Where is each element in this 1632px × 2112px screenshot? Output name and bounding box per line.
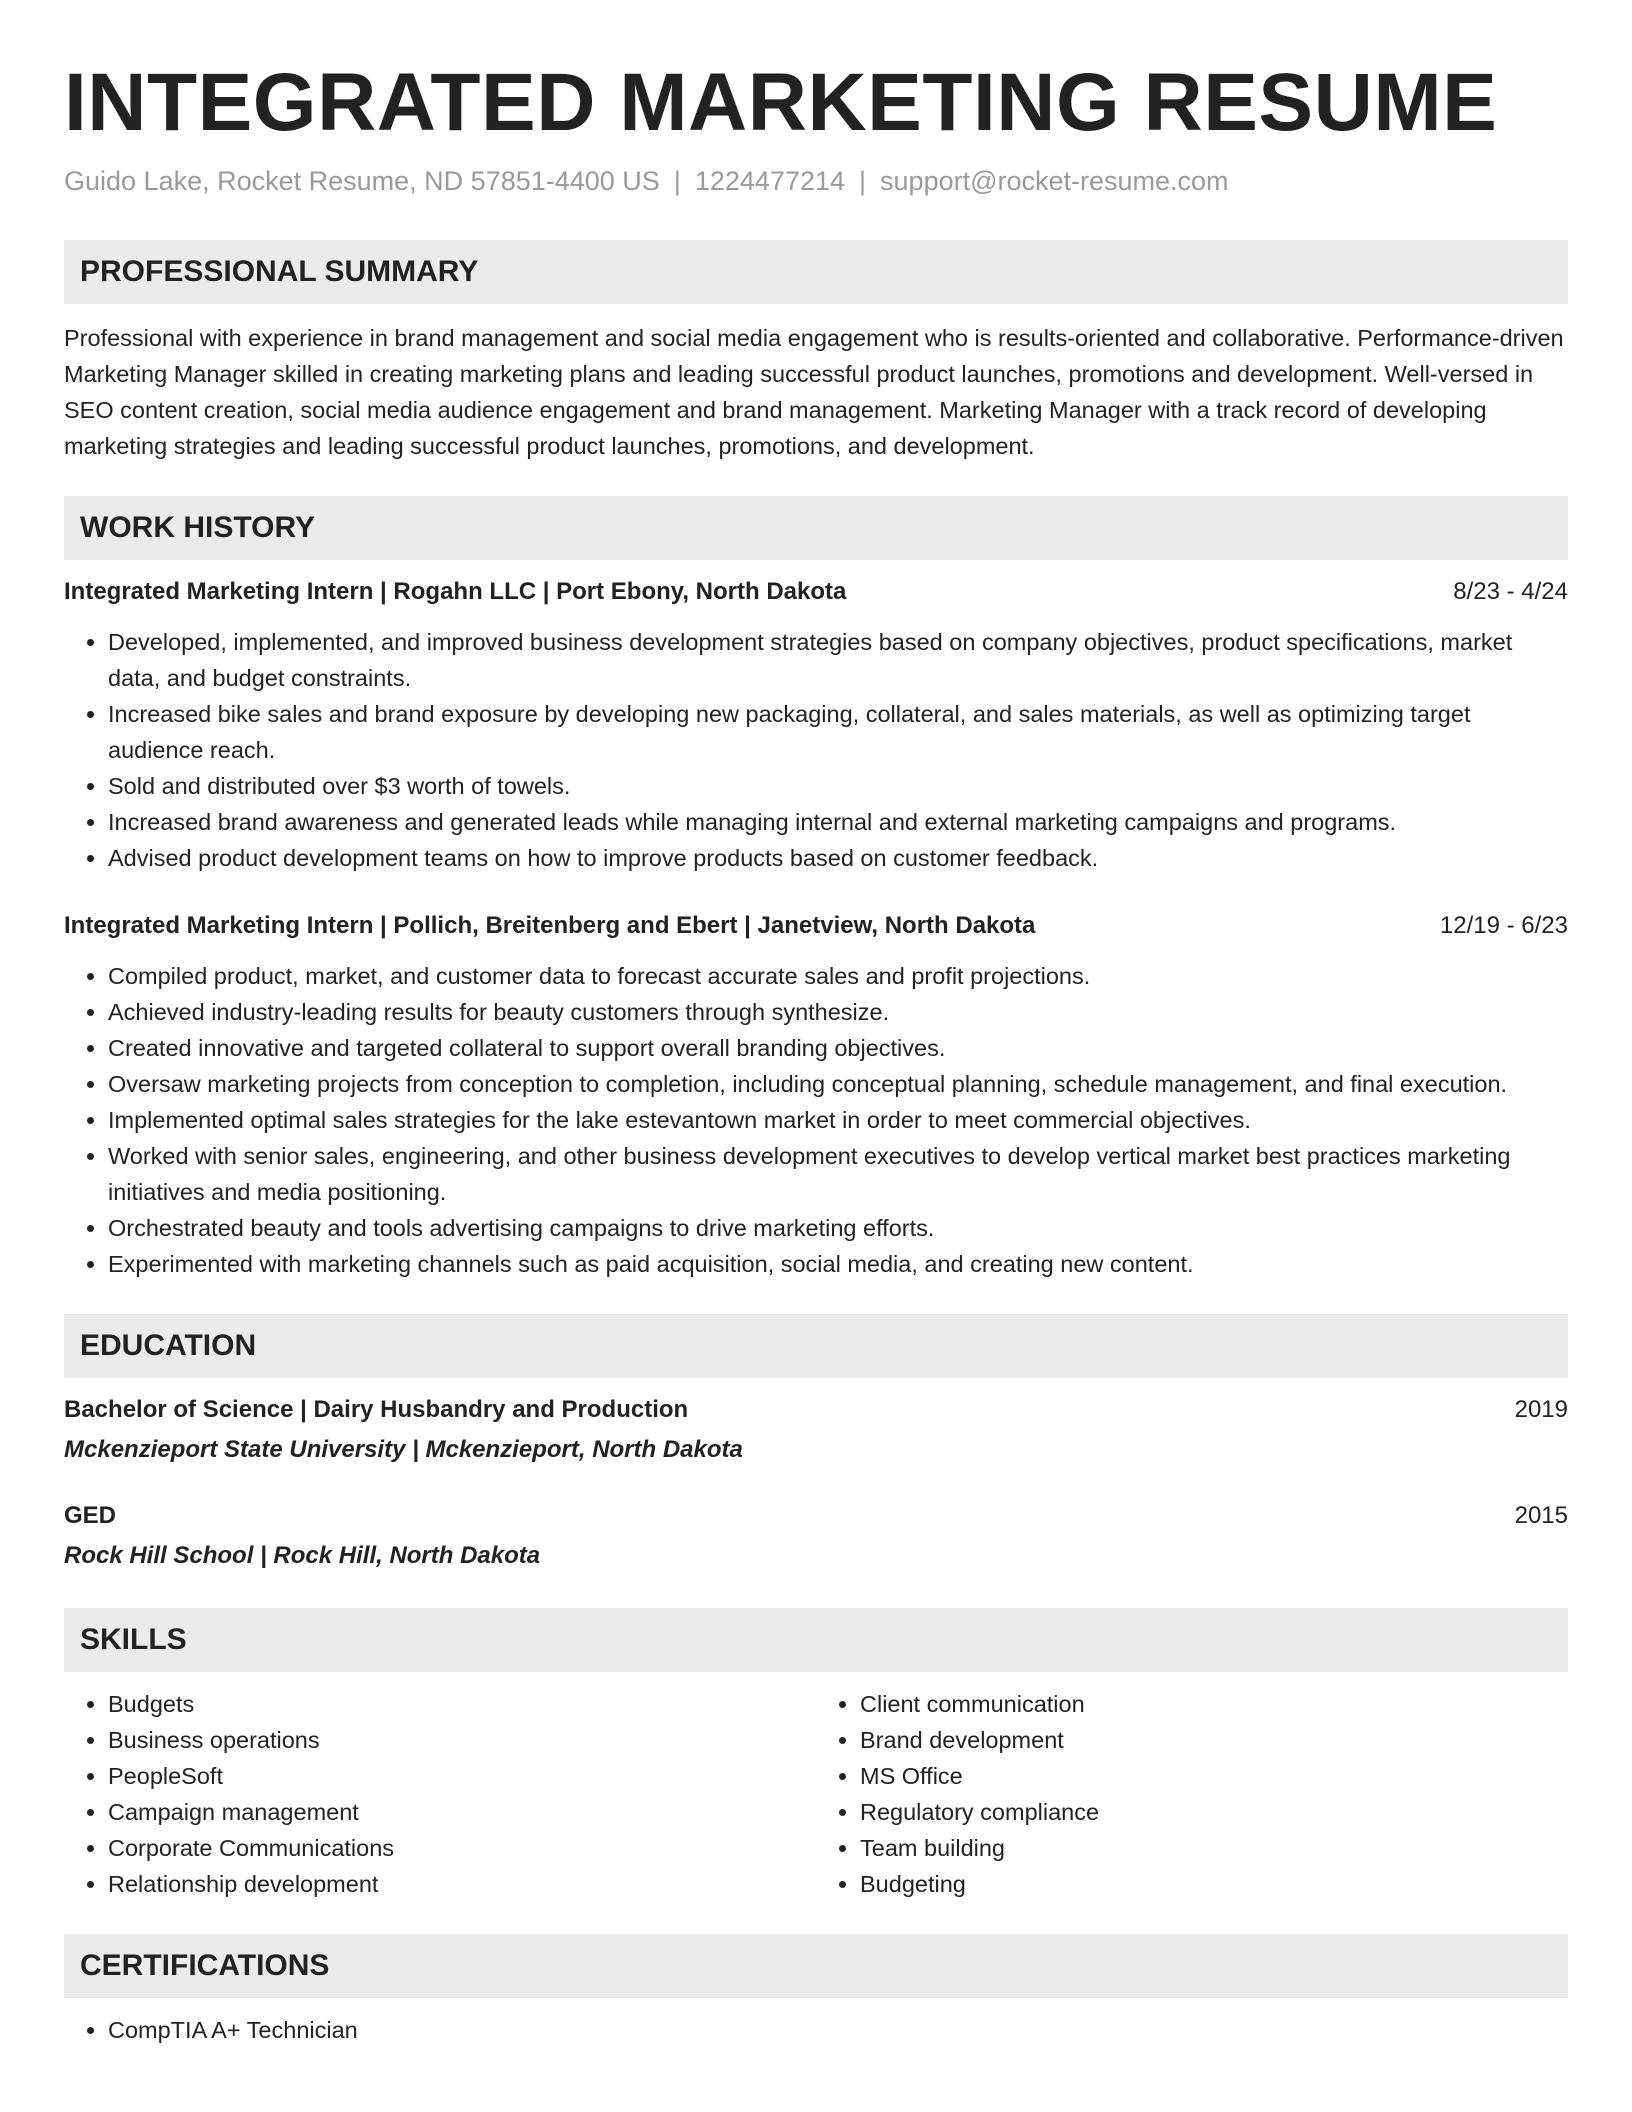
list-item: • Increased bike sales and brand exposure by developing new packaging, collateral, and sales materials, as well as optimizing target audience reach. [108,696,1568,768]
job-date: 8/23 - 4/24 [1453,578,1568,605]
list-item: • Campaign management [108,1794,816,1830]
education-school: Mckenzieport State University | Mckenzieport, North Dakota [64,1436,743,1463]
education-header [64,1392,1568,1428]
resume-title: INTEGRATED MARKETING RESUME [64,57,1498,148]
summary-text: Professional with experience in brand management and social media engagement who is results-oriented and collaborative. Performance-driven Marketing Manager skilled in creating marketing plans and leading successful product launches, promotions and development. Well-versed in SEO content creation, social media audience engagement and brand management. Marketing Manager with a track record of developing marketing strategies and leading successful product launches, promotions, and development. [64,325,1564,459]
skills-column-left [64,1686,816,1902]
education-degree: Bachelor of Science | Dairy Husbandry and Production [64,1396,689,1423]
list-item: • Budgeting [860,1866,1568,1902]
job-title: Integrated Marketing Intern | Rogahn LLC | Port Ebony, North Dakota [64,578,847,605]
list-item: • Orchestrated beauty and tools advertising campaigns to drive marketing efforts. [108,1210,1568,1246]
list-item: • Business operations [108,1722,816,1758]
education-school: Rock Hill School | Rock Hill, North Dakota [64,1542,541,1569]
list-item: • Advised product development teams on how to improve products based on customer feedback. [108,840,1568,876]
list-item: • Experimented with marketing channels such as paid acquisition, social media, and creating new content. [108,1246,1568,1282]
list-item: • Developed, implemented, and improved business development strategies based on company objectives, product specifications, market data, and budget constraints. [108,624,1568,696]
contact-phone: 1224477214 [694,166,846,196]
skills-heading: SKILLS [64,1608,1568,1672]
education-year: 2015 [1514,1502,1568,1529]
contact-email: support@rocket-resume.com [880,166,1229,196]
list-item: • Increased brand awareness and generated leads while managing internal and external marketing campaigns and programs. [108,804,1568,840]
list-item: • Relationship development [108,1866,816,1902]
job-entry [64,908,1568,1282]
list-item: • Team building [860,1830,1568,1866]
education-degree: GED [64,1502,117,1529]
job-header [64,574,1568,610]
job-entry [64,574,1568,876]
list-item: • Created innovative and targeted collateral to support overall branding objectives. [108,1030,1568,1066]
skills-column-right [816,1686,1568,1902]
list-item: • Compiled product, market, and customer data to forecast accurate sales and profit projections. [108,958,1568,994]
contact-address: Guido Lake, Rocket Resume, ND 57851-4400 US [64,166,660,196]
education-header [64,1498,1568,1534]
education-heading: EDUCATION [64,1314,1568,1378]
education-entry [64,1392,1568,1468]
job-bullets [64,624,1568,876]
education-year: 2019 [1514,1396,1568,1423]
list-item: • Brand development [860,1722,1568,1758]
list-item: • CompTIA A+ Technician [108,2012,1568,2048]
job-header [64,908,1568,944]
certifications-list [64,2012,1568,2048]
list-item: • Implemented optimal sales strategies for the lake estevantown market in order to meet commercial objectives. [108,1102,1568,1138]
education-entry [64,1498,1568,1574]
list-item: • Achieved industry-leading results for beauty customers through synthesize. [108,994,1568,1030]
list-item: • Sold and distributed over $3 worth of towels. [108,768,1568,804]
list-item: • Corporate Communications [108,1830,816,1866]
contact-separator: | [673,166,681,196]
work-history-heading: WORK HISTORY [64,496,1568,560]
list-item: • Client communication [860,1686,1568,1722]
job-bullets [64,958,1568,1282]
list-item: • Worked with senior sales, engineering, and other business development executives to develop vertical market best practices marketing initiatives and media positioning. [108,1138,1568,1210]
list-item: • Budgets [108,1686,816,1722]
contact-line [64,166,1568,202]
list-item: • Oversaw marketing projects from conception to completion, including conceptual planning, schedule management, and final execution. [108,1066,1568,1102]
list-item: • MS Office [860,1758,1568,1794]
list-item: • Regulatory compliance [860,1794,1568,1830]
summary-heading: PROFESSIONAL SUMMARY [64,240,1568,304]
contact-separator: | [859,166,867,196]
certifications-heading: CERTIFICATIONS [64,1934,1568,1998]
job-title: Integrated Marketing Intern | Pollich, Breitenberg and Ebert | Janetview, North Dakota [64,912,1036,939]
job-date: 12/19 - 6/23 [1439,912,1568,939]
skills-grid [64,1686,1568,1902]
list-item: • PeopleSoft [108,1758,816,1794]
